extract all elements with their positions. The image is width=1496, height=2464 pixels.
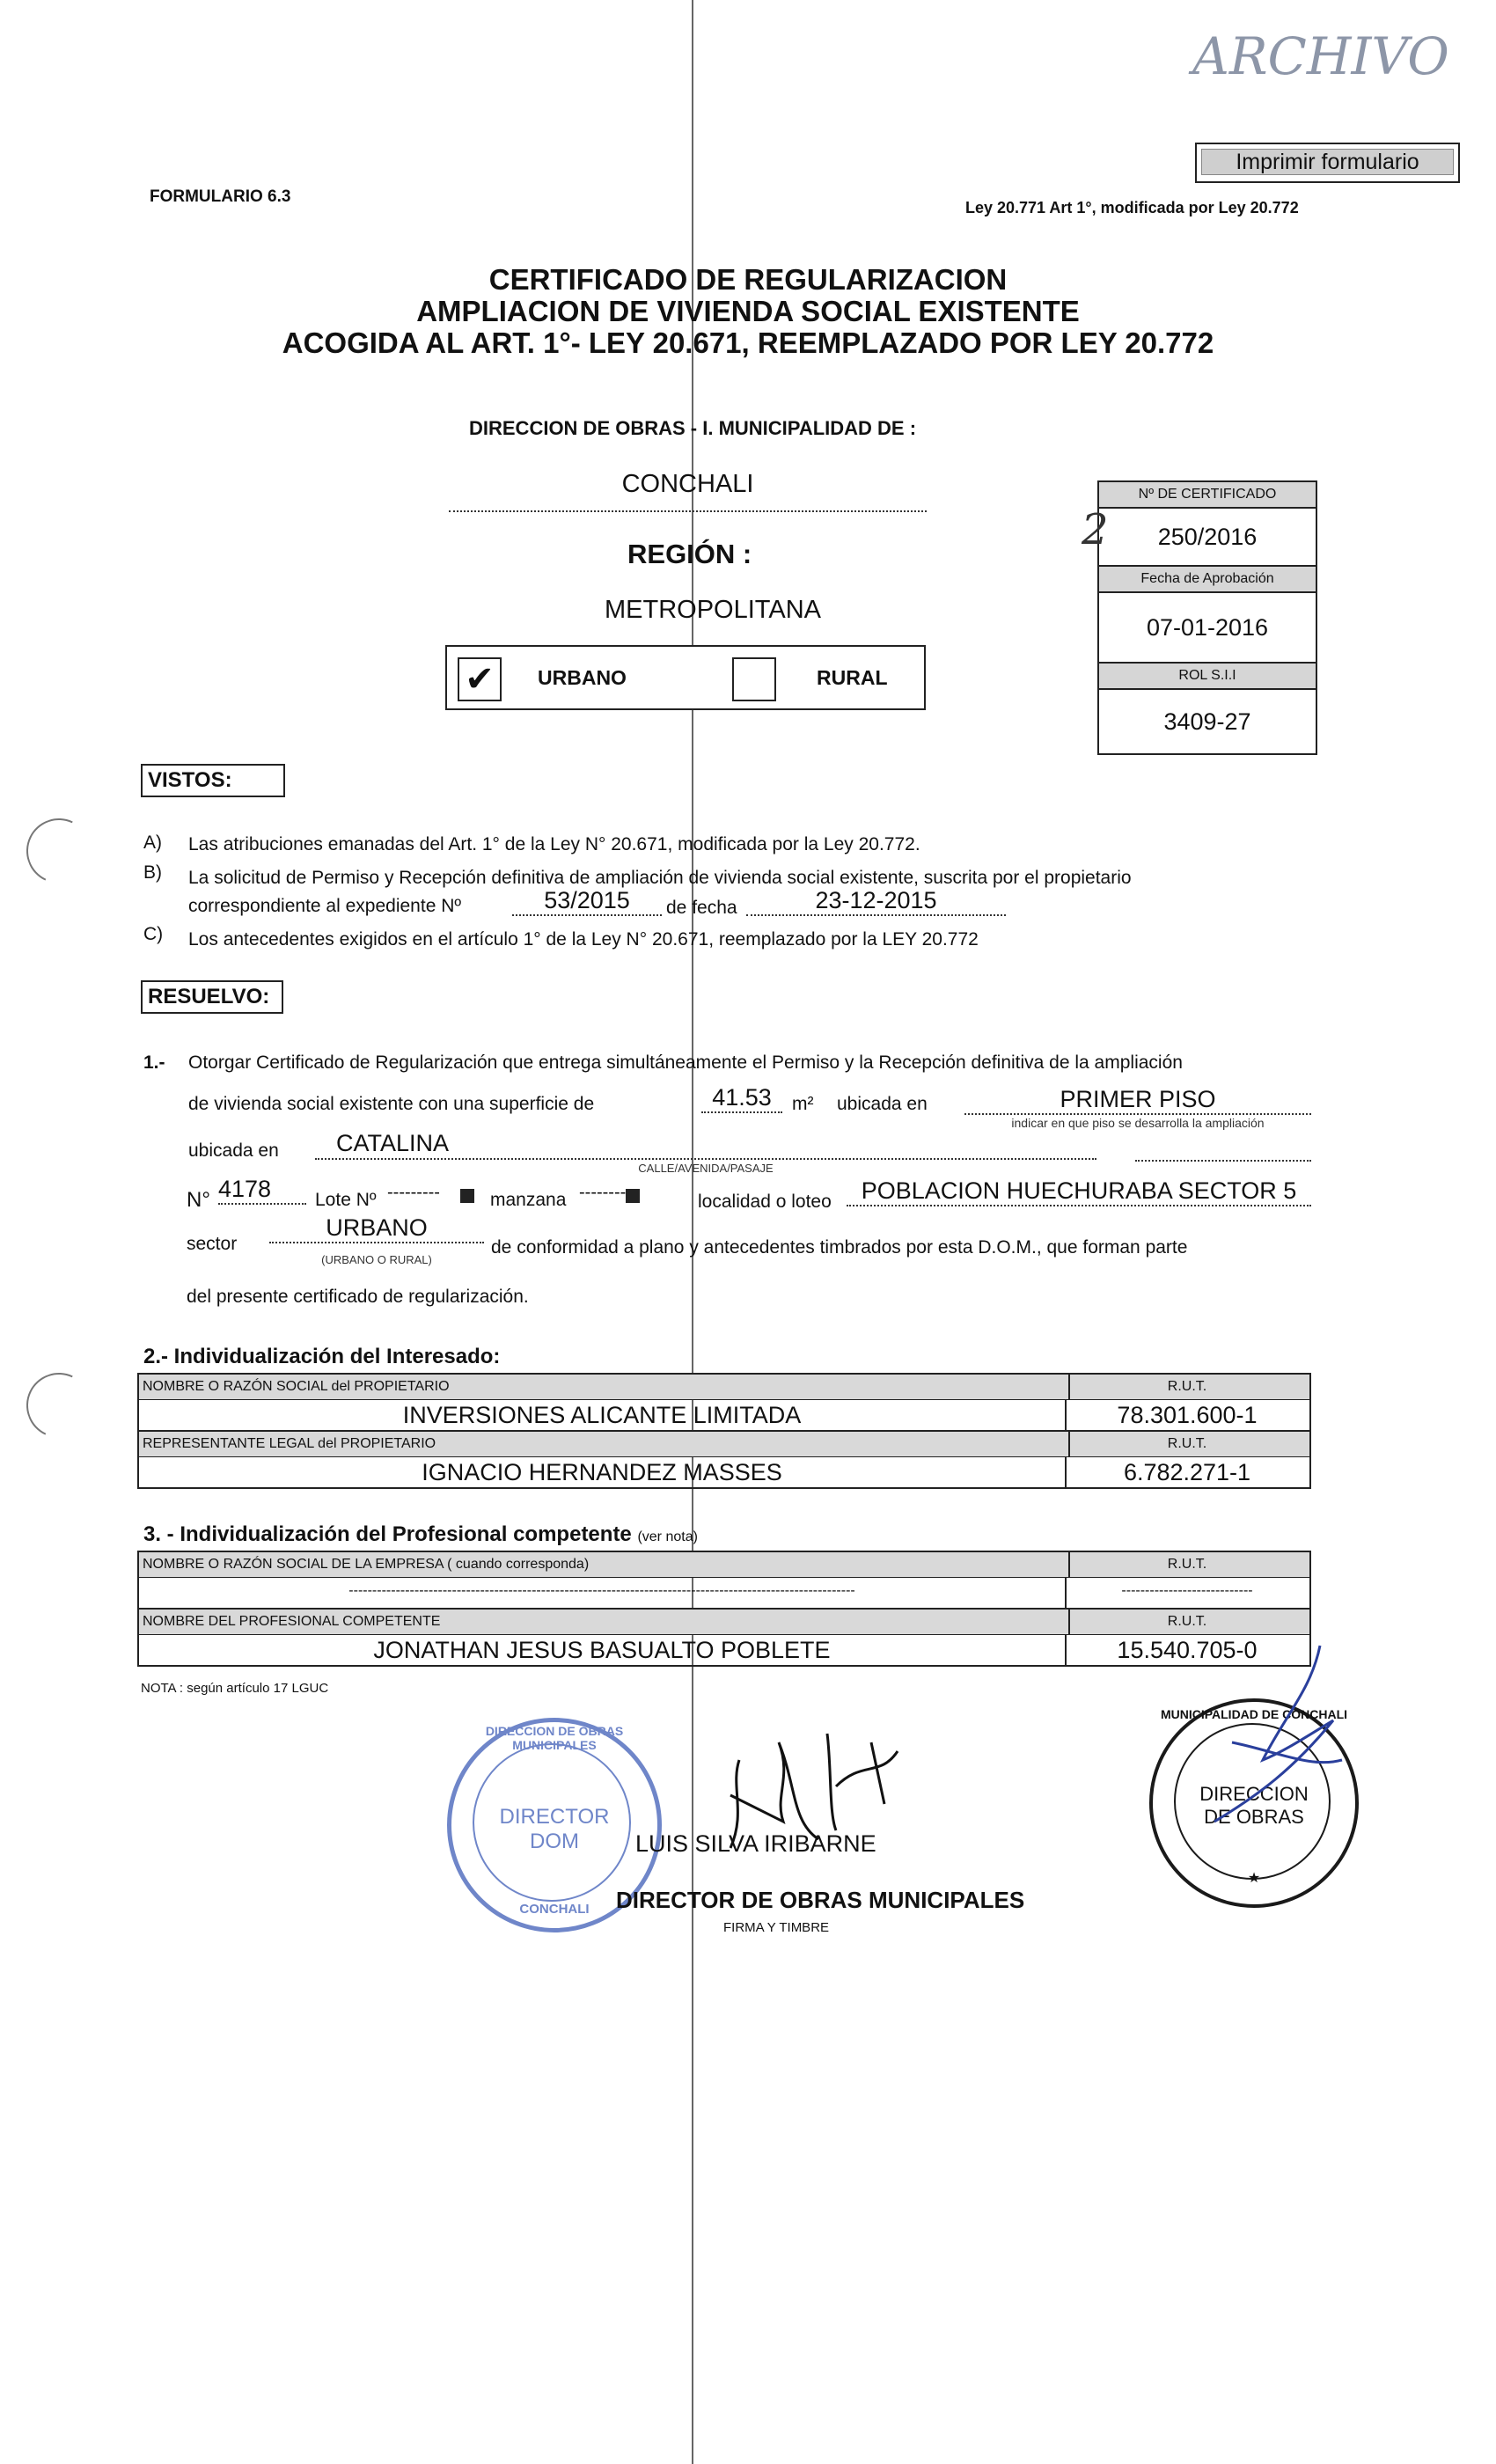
rep-rut-label: R.U.T. (1167, 1436, 1207, 1451)
company-rut: ---------------------------- (1121, 1583, 1253, 1598)
rural-checkbox[interactable] (732, 657, 776, 701)
expediente-number: 53/2015 (512, 887, 662, 916)
company-row (139, 1578, 1309, 1610)
resuelvo-final: del presente certificado de regularización. (187, 1287, 529, 1307)
sector-hint: (URBANO O RURAL) (321, 1253, 432, 1266)
resuelvo-number: 1.- (143, 1052, 165, 1073)
company-label: NOMBRE O RAZÓN SOCIAL DE LA EMPRESA ( cuando corresponda) (139, 1552, 1070, 1577)
de-fecha-label: de fecha (666, 898, 737, 918)
approval-date-label: Fecha de Aprobación (1099, 565, 1316, 593)
rol-label: ROL S.I.I (1099, 662, 1316, 690)
punch-hole (18, 810, 101, 893)
owner-row (139, 1400, 1309, 1432)
conformidad-text: de conformidad a plano y antecedentes timbrados por esta D.O.M., que forman parte (491, 1237, 1188, 1258)
sector-label: sector (187, 1234, 238, 1254)
municipality-name: CONCHALI (449, 465, 927, 512)
profesional-table (137, 1551, 1311, 1667)
owner-header-row (139, 1375, 1309, 1400)
prof-rut-label: R.U.T. (1167, 1614, 1207, 1629)
company-header-row (139, 1552, 1309, 1578)
print-form-button-label: Imprimir formulario (1201, 149, 1454, 175)
company-name: ------------------------------------------------------------------------------------------------------------ (139, 1578, 1067, 1608)
certificate-info-box (1082, 480, 1317, 755)
rol-value: 3409-27 (1163, 708, 1251, 735)
floor-value: PRIMER PISO (964, 1086, 1311, 1115)
dom-stamp-ring-text: DIRECCION DE OBRAS MUNICIPALES (485, 1724, 624, 1752)
numero-label: N° (187, 1188, 210, 1212)
localidad-value: POBLACION HUECHURABA SECTOR 5 (847, 1177, 1311, 1206)
prof-row (139, 1635, 1309, 1665)
vistos-item-c: Los antecedentes exigidos en el artículo 1° de la Ley N° 20.671, reemplazado por la LEY 20.772 (188, 929, 979, 950)
numero-value: 4178 (218, 1176, 306, 1205)
law-reference: Ley 20.771 Art 1°, modificada por Ley 20.772 (965, 199, 1299, 216)
profesional-heading-wrap (143, 1522, 698, 1547)
municipality-stamp-star: ★ (1247, 1871, 1261, 1886)
title-line-3: ACOGIDA AL ART. 1°- LEY 20.671, REEMPLAZADO POR LEY 20.772 (282, 326, 1214, 359)
resuelvo-line-2: de vivienda social existente con una superficie de (188, 1094, 595, 1114)
owner-label: NOMBRE O RAZÓN SOCIAL del PROPIETARIO (139, 1375, 1070, 1399)
municipality-stamp-center-2: DE OBRAS (1204, 1806, 1304, 1828)
street-hint: CALLE/AVENIDA/PASAJE (638, 1162, 774, 1175)
municipality-stamp-center-1: DIRECCION (1199, 1783, 1309, 1805)
fold-line (692, 0, 693, 2464)
surface-unit: m² (792, 1094, 814, 1114)
prof-header-row (139, 1610, 1309, 1635)
dom-stamp-center-1: DIRECTOR (499, 1805, 610, 1829)
margin-mark: 2 (1082, 505, 1109, 554)
owner-name: INVERSIONES ALICANTE LIMITADA (139, 1400, 1067, 1430)
lote-label: Lote Nº (315, 1190, 377, 1210)
company-rut-label: R.U.T. (1167, 1557, 1207, 1572)
signatory-name: LUIS SILVA IRIBARNE (635, 1830, 876, 1857)
region-label: REGIÓN : (627, 539, 752, 569)
municipality-stamp-ring-text: MUNICIPALIDAD DE CONCHALI (1160, 1707, 1348, 1721)
surface-value: 41.53 (701, 1084, 782, 1113)
street-value: CATALINA (315, 1130, 1096, 1160)
vistos-item-b: La solicitud de Permiso y Recepción definitiva de ampliación de vivienda social existente, suscrita por el propietario (188, 868, 1132, 888)
nota-text: NOTA : según artículo 17 LGUC (141, 1681, 329, 1696)
urbano-label: URBANO (538, 666, 627, 689)
prof-rut: 15.540.705-0 (1117, 1637, 1258, 1663)
vistos-letter-a: A) (143, 832, 162, 853)
region-name: METROPOLITANA (605, 596, 821, 624)
street-extra-blank (1135, 1130, 1311, 1162)
urbano-checkbox[interactable]: ✔ (458, 657, 502, 701)
print-form-button[interactable] (1195, 143, 1460, 183)
handwritten-archivo: ARCHIVO (1192, 26, 1449, 86)
certificate-number-label: Nº DE CERTIFICADO (1099, 482, 1316, 509)
prof-name: JONATHAN JESUS BASUALTO POBLETE (139, 1635, 1067, 1665)
professional-signature (1179, 1637, 1355, 1839)
certificate-number (1082, 505, 1316, 565)
profesional-heading: 3. - Individualización del Profesional competente (143, 1522, 632, 1546)
lote-plus-icon[interactable] (460, 1189, 474, 1203)
manzana-value: -------- (579, 1183, 627, 1202)
form-number: FORMULARIO 6.3 (150, 187, 291, 206)
ubicada-en-label-1: ubicada en (837, 1094, 928, 1114)
rep-header-row (139, 1432, 1309, 1457)
title-line-2: AMPLIACION DE VIVIENDA SOCIAL EXISTENTE (416, 295, 1080, 327)
interesado-heading: 2.- Individualización del Interesado: (143, 1345, 501, 1368)
vistos-letter-b: B) (143, 862, 162, 883)
owner-rut: 78.301.600-1 (1117, 1402, 1258, 1428)
sector-value: URBANO (269, 1214, 484, 1243)
floor-hint: indicar en que piso se desarrolla la ampliación (1011, 1116, 1265, 1130)
signatory-sub: FIRMA Y TIMBRE (723, 1920, 830, 1935)
interesado-table (137, 1373, 1311, 1489)
certificate-number-value: 250/2016 (1157, 524, 1258, 550)
rep-name: IGNACIO HERNANDEZ MASSES (139, 1457, 1067, 1487)
signatory-role: DIRECTOR DE OBRAS MUNICIPALES (616, 1887, 1025, 1913)
resuelvo-line-1: Otorgar Certificado de Regularización que entrega simultáneamente el Permiso y la Recepción definitiva de la ampliación (188, 1052, 1183, 1073)
title-line-1: CERTIFICADO DE REGULARIZACION (488, 263, 1008, 296)
vistos-label: VISTOS: (141, 764, 285, 797)
resuelvo-label: RESUELVO: (141, 980, 283, 1014)
manzana-label: manzana (490, 1190, 567, 1210)
zone-selector (445, 645, 926, 710)
profesional-heading-note: (ver nota) (637, 1529, 698, 1544)
director-signature (642, 1707, 994, 1892)
expediente-date: 23-12-2015 (746, 887, 1006, 916)
vistos-item-a: Las atribuciones emanadas del Art. 1° de la Ley N° 20.671, modificada por la Ley 20.772. (188, 834, 920, 854)
localidad-label: localidad o loteo (698, 1192, 832, 1212)
dom-stamp-center-2: DOM (530, 1830, 579, 1853)
approval-date: 07-01-2016 (1146, 614, 1269, 641)
ubicada-en-label-2: ubicada en (188, 1140, 279, 1161)
rep-label: REPRESENTANTE LEGAL del PROPIETARIO (139, 1432, 1070, 1456)
vistos-item-b-line2: correspondiente al expediente Nº (188, 896, 462, 916)
rep-rut: 6.782.271-1 (1123, 1459, 1251, 1485)
punch-hole (18, 1364, 101, 1448)
rural-label: RURAL (817, 666, 888, 689)
manzana-plus-icon[interactable] (626, 1189, 640, 1203)
vistos-letter-c: C) (143, 924, 164, 944)
owner-rut-label: R.U.T. (1167, 1379, 1207, 1394)
prof-label: NOMBRE DEL PROFESIONAL COMPETENTE (139, 1610, 1070, 1634)
rep-row (139, 1457, 1309, 1487)
municipality-label: DIRECCION DE OBRAS - I. MUNICIPALIDAD DE : (469, 417, 917, 439)
lote-value: --------- (387, 1183, 440, 1202)
dom-stamp-bottom: CONCHALI (519, 1902, 590, 1917)
document-title (0, 264, 1496, 359)
